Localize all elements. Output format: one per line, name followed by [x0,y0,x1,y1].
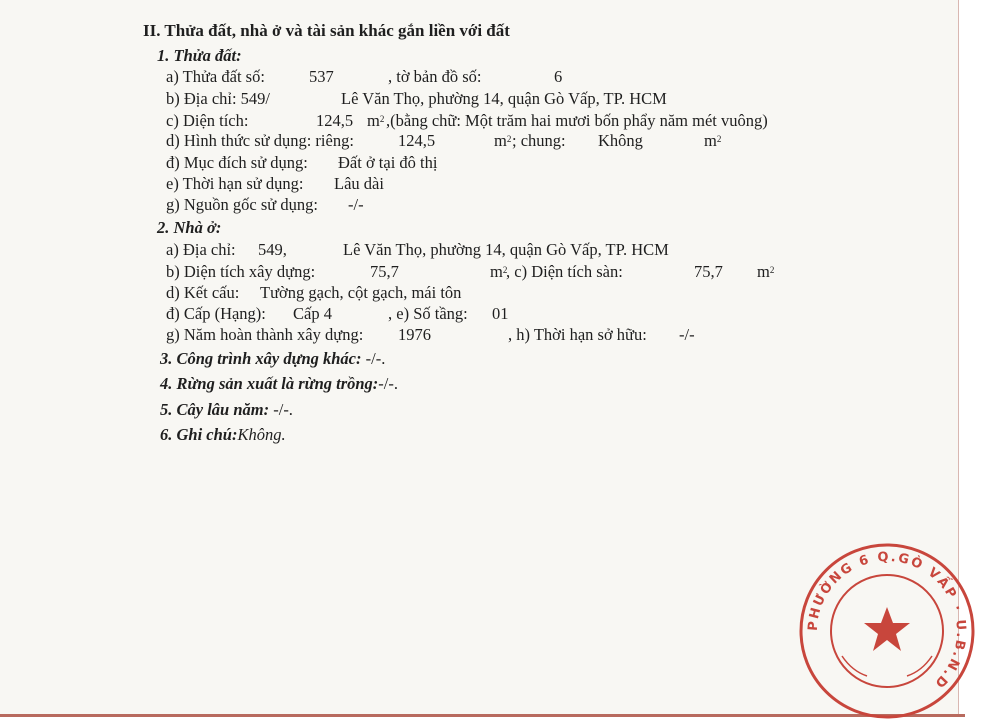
land-parcel-value: 537 [309,67,334,86]
land-area-value: 124,5 [316,111,354,130]
perennial-trees-item: 5. Cây lâu năm: -/-. [160,400,293,419]
land-address-value: Lê Văn Thọ, phường 14, quận Gò Vấp, TP. HCM [341,89,667,108]
house-built-area-value: 75,7 [370,262,399,281]
house-ownership-term-value: -/- [679,325,695,344]
house-floors-label: , e) Số tầng: [388,304,468,323]
section-title: II. Thửa đất, nhà ở và tài sản khác gắn liền với đất [143,21,510,40]
house-address-number: 549, [258,240,287,259]
land-purpose-value: Đất ở tại đô thị [338,153,438,172]
land-shared-unit: $m^2$ [704,131,722,150]
house-grade-value: Cấp 4 [293,304,332,323]
land-purpose-label: đ) Mục đích sử dụng: [166,153,308,172]
land-map-label: , tờ bản đồ số: [388,67,482,86]
land-shared-label: ; chung: [512,131,566,150]
other-works-item: 3. Công trình xây dựng khác: -/-. [160,349,386,368]
house-ownership-term-label: , h) Thời hạn sở hữu: [508,325,647,344]
house-structure-label: d) Kết cấu: [166,283,240,302]
land-private-area: 124,5 [398,131,436,150]
house-completion-label: g) Năm hoàn thành xây dựng: [166,325,364,344]
land-area-unit: $m^2$ [367,111,385,130]
land-map-value: 6 [554,67,563,86]
notes-item: 6. Ghi chú:Không. [160,425,286,444]
land-origin-value: -/- [348,195,364,214]
land-area-label: c) Diện tích: [166,111,249,130]
house-address-label: a) Địa chỉ: [166,240,236,259]
house-floors-value: 01 [492,304,509,323]
house-structure-value: Tường gạch, cột gạch, mái tôn [260,283,462,302]
land-usage-form-label: d) Hình thức sử dụng: riêng: [166,131,354,150]
house-floor-area-label: , c) Diện tích sàn: [506,262,623,281]
land-term-label: e) Thời hạn sử dụng: [166,174,304,193]
house-floor-area-unit: $m^2$ [757,262,775,281]
land-origin-label: g) Nguồn gốc sử dụng: [166,195,318,214]
land-private-unit: $m^2$ [494,131,512,150]
land-parcel-label: a) Thửa đất số: [166,67,265,86]
house-address-value: Lê Văn Thọ, phường 14, quận Gò Vấp, TP. HCM [343,240,669,259]
house-completion-value: 1976 [398,325,431,344]
seal-star-icon [864,607,910,651]
land-area-words: ,(bằng chữ: Một trăm hai mươi bốn phẩy năm mét vuông) [386,111,768,130]
land-term-value: Lâu dài [334,174,384,193]
house-built-area-label: b) Diện tích xây dựng: [166,262,316,281]
house-built-area-unit: $m^2$ [490,262,508,281]
land-shared-value: Không [598,131,643,150]
seal-text: PHƯỜNG 6 Q.GÒ VẤP · U.B.N.D [805,549,969,692]
house-floor-area-value: 75,7 [694,262,723,281]
house-grade-label: đ) Cấp (Hạng): [166,304,266,323]
house-heading: 2. Nhà ở: [157,218,222,237]
planted-forest-item: 4. Rừng sản xuất là rừng trồng:-/-. [160,374,398,393]
official-seal-stamp [792,536,982,726]
land-address-label: b) Địa chỉ: 549/ [166,89,271,108]
land-heading: 1. Thửa đất: [157,46,242,65]
